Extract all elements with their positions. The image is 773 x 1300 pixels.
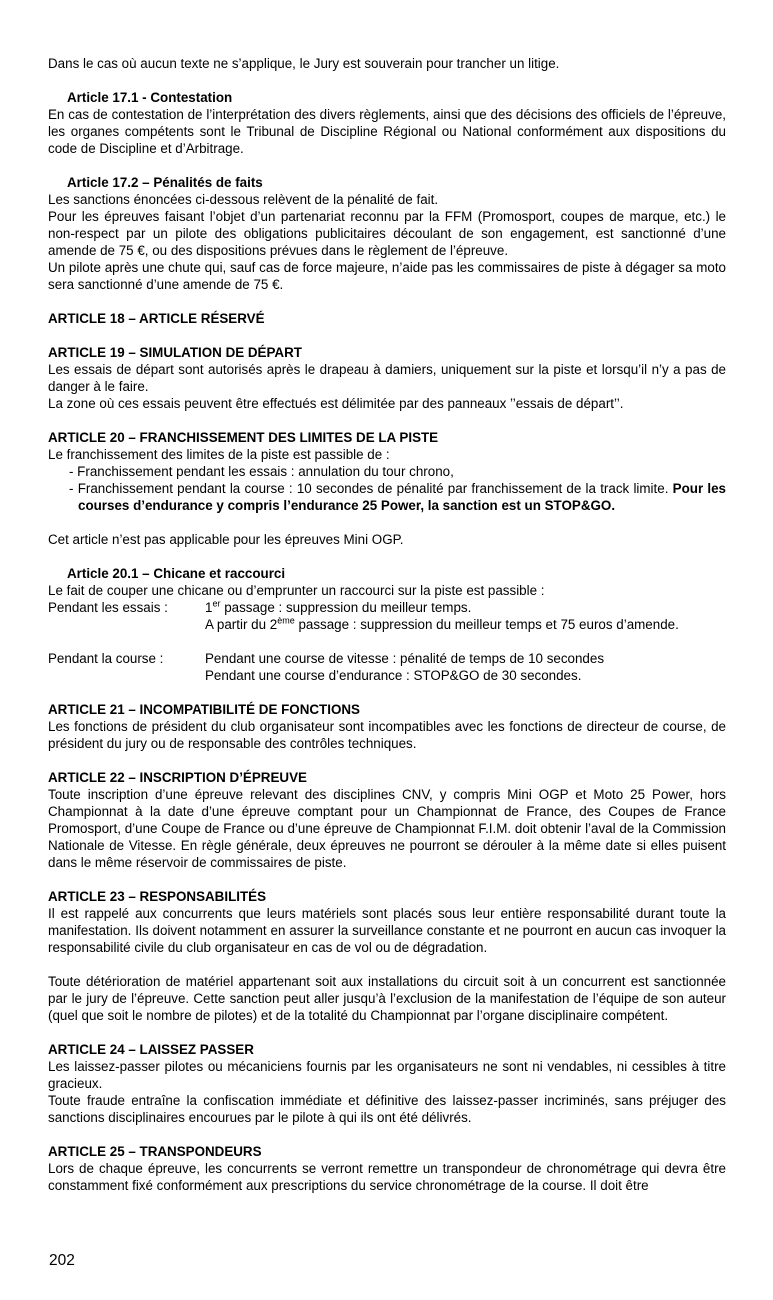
page-number: 202 bbox=[49, 1252, 75, 1269]
article-25-heading: ARTICLE 25 – TRANSPONDEURS bbox=[48, 1144, 262, 1159]
article-17-2-paragraph-2: Pour les épreuves faisant l’objet d’un partenariat reconnu par la FFM (Promosport, coupes de marque, etc.) le non-respect par un pilote des obligations publicitaires découlant de son engagement, est sanctionné d’une amende de 75 €, ou des dispositions prévues dans le règlement de l’épreuve. bbox=[48, 209, 726, 258]
penalty-essais-line-1: 1er passage : suppression du meilleur temps. bbox=[205, 598, 472, 615]
article-20-1-penalty-table bbox=[48, 599, 726, 684]
penalty-row-course-content bbox=[205, 650, 726, 684]
article-24-paragraph-1: Les laissez-passer pilotes ou mécaniciens fournis par les organisateurs ne sont ni vendables, ni cessibles à titre gracieux. bbox=[48, 1059, 726, 1091]
penalty-course-line-1: Pendant une course de vitesse : pénalité de temps de 10 secondes bbox=[205, 651, 605, 666]
article-20-bullet-2 bbox=[48, 480, 726, 514]
intro-paragraph: Dans le cas où aucun texte ne s’applique, le Jury est souverain pour trancher un litige. bbox=[48, 56, 560, 71]
article-20-bullet-2-bold-text: Pour les courses d’endurance y compris l’endurance 25 Power, la sanction est un STOP&GO. bbox=[78, 481, 727, 513]
article-19-paragraph-2: La zone où ces essais peuvent être effectués est délimitée par des panneaux ’’essais de départ’’. bbox=[48, 396, 624, 411]
article-21-body: Les fonctions de président du club organisateur sont incompatibles avec les fonctions de directeur de course, de président du jury ou de responsable des contrôles techniques. bbox=[48, 719, 726, 751]
article-20-1-heading: Article 20.1 – Chicane et raccourci bbox=[67, 566, 286, 581]
article-17-1-heading: Article 17.1 - Contestation bbox=[67, 90, 233, 105]
penalty-row-essais-label: Pendant les essais : bbox=[48, 600, 168, 615]
article-17-2-heading: Article 17.2 – Pénalités de faits bbox=[67, 175, 263, 190]
article-24-heading: ARTICLE 24 – LAISSEZ PASSER bbox=[48, 1042, 254, 1057]
article-20-note: Cet article n’est pas applicable pour les épreuves Mini OGP. bbox=[48, 532, 404, 547]
article-24-paragraph-2: Toute fraude entraîne la confiscation immédiate et définitive des laissez-passer incriminés, sans préjuger des sanctions disciplinaires encourues par le pilote à qui ils ont été délivrés. bbox=[48, 1093, 726, 1125]
penalty-essais-line-2: A partir du 2ème passage : suppression du meilleur temps et 75 euros d’amende. bbox=[205, 615, 679, 632]
article-20-bullet-2-text: - Franchissement pendant la course : 10 secondes de pénalité par franchissement de la track limite. bbox=[69, 481, 673, 496]
penalty-row-essais bbox=[48, 599, 726, 633]
article-20-1-intro: Le fait de couper une chicane ou d’emprunter un raccourci sur la piste est passible : bbox=[48, 583, 545, 598]
article-20-intro: Le franchissement des limites de la piste est passible de : bbox=[48, 447, 390, 462]
penalty-course-line-2: Pendant une course d’endurance : STOP&GO de 30 secondes. bbox=[205, 668, 582, 683]
ordinal-superscript: er bbox=[212, 598, 221, 609]
article-18-heading: ARTICLE 18 – ARTICLE RÉSERVÉ bbox=[48, 311, 265, 326]
article-23-heading: ARTICLE 23 – RESPONSABILITÉS bbox=[48, 889, 267, 904]
article-19-heading: ARTICLE 19 – SIMULATION DE DÉPART bbox=[48, 345, 302, 360]
penalty-row-course-label: Pendant la course : bbox=[48, 651, 164, 666]
ordinal-superscript: ème bbox=[277, 615, 295, 626]
article-20-bullet-1: - Franchissement pendant les essais : annulation du tour chrono, bbox=[69, 464, 454, 479]
article-23-paragraph-1: Il est rappelé aux concurrents que leurs matériels sont placés sous leur entière responsabilité durant toute la manifestation. Ils doivent notamment en assurer la surveillance constante et ne pourront en aucun cas invoquer la responsabilité civile du club organisateur en cas de vol ou de dégradation. bbox=[48, 906, 726, 955]
penalty-row-essais-content bbox=[205, 599, 726, 633]
article-19-paragraph-1: Les essais de départ sont autorisés après le drapeau à damiers, uniquement sur la piste et lorsqu’il n’y a pas de danger à le faire. bbox=[48, 362, 726, 394]
article-22-body: Toute inscription d’une épreuve relevant des disciplines CNV, y compris Mini OGP et Moto 25 Power, hors Championnat à la date d’une épreuve comptant pour un Championnat de France, des Coupes de France Promosport, d’une Coupe de France ou d’une épreuve de Championnat F.I.M. doit obtenir l’aval de la Commission Nationale de Vitesse. En règle générale, deux épreuves ne pourront se dérouler à la même date si elles puisent dans le même réservoir de commissaires de piste. bbox=[48, 787, 726, 870]
article-21-heading: ARTICLE 21 – INCOMPATIBILITÉ DE FONCTIONS bbox=[48, 702, 360, 717]
penalty-row-course bbox=[48, 650, 726, 684]
article-25-body: Lors de chaque épreuve, les concurrents se verront remettre un transpondeur de chronométrage qui devra être constamment fixé conformément aux prescriptions du service chronométrage de la course. Il doit être bbox=[48, 1161, 726, 1193]
article-22-heading: ARTICLE 22 – INSCRIPTION D’ÉPREUVE bbox=[48, 770, 307, 785]
article-17-1-body: En cas de contestation de l’interprétation des divers règlements, ainsi que des décisions des officiels de l’épreuve, les organes compétents sont le Tribunal de Discipline Régional ou National conformément aux dispositions du code de Discipline et d’Arbitrage. bbox=[48, 107, 726, 156]
article-17-2-paragraph-1: Les sanctions énoncées ci-dessous relèvent de la pénalité de fait. bbox=[48, 192, 439, 207]
article-17-2-paragraph-3: Un pilote après une chute qui, sauf cas de force majeure, n’aide pas les commissaires de piste à dégager sa moto sera sanctionné d’une amende de 75 €. bbox=[48, 260, 726, 292]
article-20-heading: ARTICLE 20 – FRANCHISSEMENT DES LIMITES DE LA PISTE bbox=[48, 430, 439, 445]
article-23-paragraph-2: Toute détérioration de matériel appartenant soit aux installations du circuit soit à un concurrent est sanctionnée par le jury de l’épreuve. Cette sanction peut aller jusqu’à l’exclusion de la manifestation de l’équipe de son auteur (quel que soit le nombre de pilotes) et de la totalité du Championnat par l’organe disciplinaire compétent. bbox=[48, 974, 726, 1023]
